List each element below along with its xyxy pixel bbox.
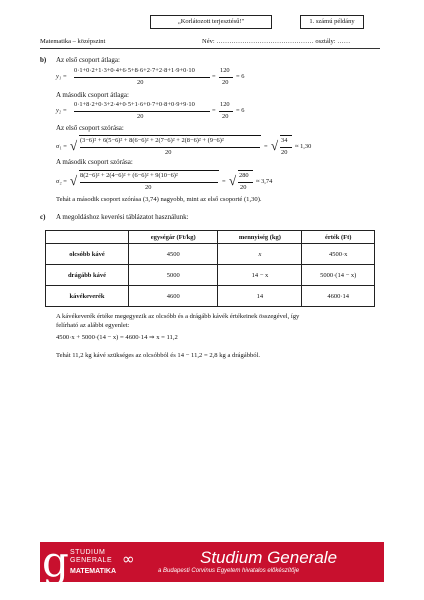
table-cell: 4500·x	[302, 244, 375, 265]
sigma1-equals: =	[264, 143, 268, 150]
y1-fraction-line	[74, 77, 210, 78]
sigma1-mid-numerator: 34	[281, 137, 288, 144]
table-cell: 5000	[129, 265, 218, 286]
mixing-table	[45, 230, 375, 307]
table-header-cell: egységár (Ft/kg)	[129, 231, 218, 244]
part-b-conclusion: Tehát a második csoport szórása (3,74) nagyobb, mint az első csoporté (1,30).	[56, 196, 262, 203]
part-c-paragraph-line1: A kávékeverék értéke megegyezik az olcsóbb és a drágább kávék értékeinek összegével, így	[56, 313, 300, 320]
sigma1-denominator: 20	[165, 149, 172, 156]
sigma2-root-bar	[79, 170, 219, 171]
table-cell: kávékeverék	[46, 286, 129, 307]
sigma1-mid-root-bar	[280, 135, 292, 136]
sigma2-final: ≈ 3,74	[256, 178, 273, 185]
sigma2-mid-numerator: 280	[239, 172, 249, 179]
sigma2-mid-denominator: 20	[240, 184, 247, 191]
table-header-cell: érték (Ft)	[302, 231, 375, 244]
y1-result-denominator: 20	[222, 79, 229, 86]
y2-equals: =	[212, 107, 216, 114]
sigma2-numerator: 8(2−6)² + 2(4−6)² + (6−6)² + 9(10−6)²	[80, 172, 178, 179]
sigma1-mid-line	[280, 147, 292, 148]
y2-result-denominator: 20	[222, 113, 229, 120]
name-class-line: Név: ……………………………………… osztály: ……	[202, 38, 351, 45]
table-header-row	[46, 231, 375, 244]
table-row	[46, 244, 375, 265]
y2-fraction-line	[74, 111, 210, 112]
sigma2-symbol: σ₂ =	[56, 178, 67, 185]
logo-generale: GENERALE	[70, 557, 113, 564]
logo-g-icon: g	[42, 537, 69, 586]
sigma2-mid-root: √	[229, 173, 237, 188]
sigma1-root-bar	[79, 135, 261, 136]
sigma2-mid-root-bar	[238, 170, 253, 171]
part-c-label: c)	[40, 213, 46, 221]
y1-equals: =	[212, 73, 216, 80]
sigma2-denominator: 20	[145, 184, 152, 191]
part-b-label: b)	[40, 56, 47, 64]
y1-result-line	[219, 77, 233, 78]
restricted-distribution-box: „Korlátozott terjesztésű!"	[150, 15, 272, 29]
table-cell: 4600·14	[302, 286, 375, 307]
y2-denominator: 20	[137, 113, 144, 120]
y1-numerator: 0·1+0·2+1·3+0·4+6·5+8·6+2·7+2·8+1·9+0·10	[74, 67, 195, 74]
table-cell: 5000·(14 − x)	[302, 265, 375, 286]
part-c-intro: A megoldáshoz keverési táblázatot használunk:	[56, 213, 189, 221]
table-cell: 14 − x	[218, 265, 302, 286]
table-header-cell: mennyiség (kg)	[218, 231, 302, 244]
y2-result-numerator: 120	[220, 101, 230, 108]
part-c-paragraph-line2: felírható az alábbi egyenlet:	[56, 322, 130, 329]
footer-banner	[40, 537, 384, 586]
second-group-sd-label: A második csoport szórása:	[56, 158, 133, 166]
second-group-mean-label: A második csoport átlaga:	[56, 91, 129, 99]
y1-final: = 6	[236, 73, 245, 80]
y2-symbol: y₂ =	[56, 107, 67, 114]
table-row	[46, 265, 375, 286]
table-header-cell	[46, 231, 129, 244]
y1-symbol: y₁ =	[56, 73, 67, 80]
y1-denominator: 20	[137, 79, 144, 86]
table-cell: olcsóbb kávé	[46, 244, 129, 265]
sigma1-fraction-line	[80, 147, 260, 148]
y2-final: = 6	[236, 107, 245, 114]
table-cell: 4500	[129, 244, 218, 265]
y2-numerator: 0·1+8·2+0·3+2·4+0·5+1·6+0·7+0·8+0·9+9·10	[74, 101, 195, 108]
sigma1-root-sign: √	[70, 138, 78, 153]
y2-result-line	[219, 111, 233, 112]
copy-number-box: 1. számú példány	[300, 15, 364, 29]
subject-label: Matematika – középszint	[40, 38, 106, 45]
sigma1-symbol: σ₁ =	[56, 143, 67, 150]
table-cell: 4600	[129, 286, 218, 307]
part-c-equation: 4500·x + 5000·(14 − x) = 4600·14 ⇒ x = 11,2	[56, 334, 178, 341]
brand-title: Studium Generale	[200, 548, 338, 567]
infinity-icon: ∞	[122, 550, 135, 568]
sigma2-root-sign: √	[70, 173, 78, 188]
logo-matematika: MATEMATIKA	[70, 568, 117, 575]
sigma2-mid-line	[238, 182, 253, 183]
first-group-mean-label: Az első csoport átlaga:	[56, 56, 120, 64]
logo-studium: STUDIUM	[70, 549, 106, 556]
sigma1-final: ≈ 1,30	[295, 143, 312, 150]
y1-result-numerator: 120	[220, 67, 230, 74]
part-c-final: Tehát 11,2 kg kávé szükséges az olcsóbból és 14 − 11,2 = 2,8 kg a drágábból.	[56, 352, 261, 359]
header-rule	[40, 48, 380, 49]
brand-tagline: a Budapesti Corvinus Egyetem hivatalos előkészítője	[158, 568, 300, 574]
sigma2-equals: =	[222, 178, 226, 185]
table-row	[46, 286, 375, 307]
table-cell: x	[218, 244, 302, 265]
sigma1-mid-denominator: 20	[281, 149, 288, 156]
table-cell: drágább kávé	[46, 265, 129, 286]
sigma1-numerator: (3−6)² + 6(5−6)² + 8(6−6)² + 2(7−6)² + 2(8−6)² + (9−6)²	[80, 137, 224, 144]
first-group-sd-label: Az első csoport szórása:	[56, 124, 124, 132]
sigma2-fraction-line	[80, 182, 218, 183]
table-cell: 14	[218, 286, 302, 307]
sigma1-mid-root: √	[271, 138, 279, 153]
